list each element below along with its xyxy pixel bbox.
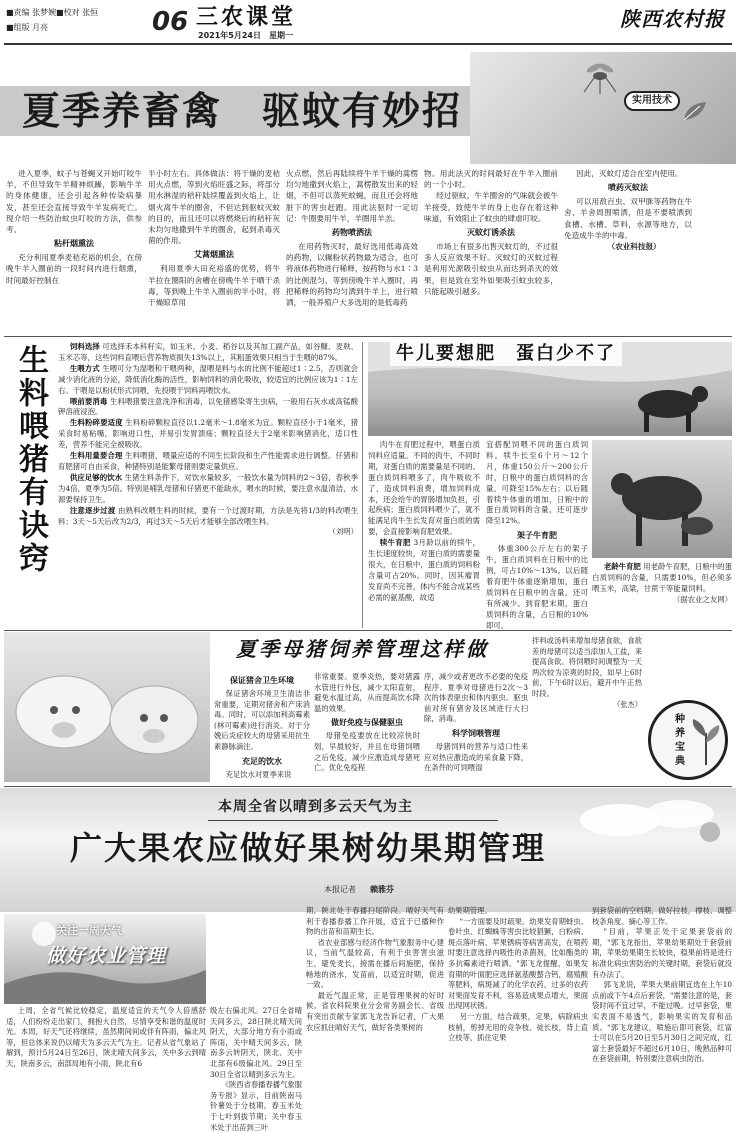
top-headline: 夏季养畜禽 驱蚊有妙招 (22, 89, 463, 133)
weather-badge-photo (4, 914, 206, 1004)
cattle-col-1: 肉牛在育肥过程中，喂蛋白质饲料应适量。不同的肉牛，不同时期，对蛋白质的需要量是不同的。蛋白质饲料喂多了，肉牛吸收不了，造成饲料浪费，增加饲料成本，还会给牛的胃肠增加负担，引起疾病；蛋白质饲料喂少了，就不能满足肉牛生长发育对蛋白质的需要，会直接影响育肥效果。 犊牛育肥 3月龄以前的犊牛，生长速度较快，对蛋白质的需要量很大，在日粮中，蛋白质的饲料粉含量可占20%。同时，因其瘤胃发育尚不完善，体内不能合成某些必需的氨基酸，故适 (368, 440, 480, 602)
top-col-5: 因此，灭蚊灯适合在室内使用。 喷药灭蚊法 可以用敌百虫、双甲脒等药物在牛舍、羊舍周围喷洒，但是不要喷洒到食槽、水槽、草料，水源等地方，以免造成牛羊的中毒。 （农业科技报） (564, 169, 692, 252)
issue-date: 2021年5月24日 星期一 (198, 31, 293, 40)
sow-col-4: 拌料或汤料来增加母猪食欲，食欲差的母猪可以适当添加人工盐，来提高食欲。将饲喂时间调整为一天两次较为凉爽的时段，如早上6时前，下午6时以后，避开中午正热时段。 （张杰） (532, 636, 642, 709)
pig-feed-body: 饲料选择 可选择禾本科籽实，如玉米、小麦、稻谷以及其加工副产品，如谷糠、麦麸、玉米芯等，这些饲料直喂后营养物质损失13%以上，其粗蛋效果只相当于生喂的87%。 生喂方式 生喂可分为湿喂和干喂两种，湿喂是料与水的比例不能超过1∶2.5，否则就会减少消化液的分泌，降低消化酶的活性，影响饲料的消化吸收，较适宜的比例应该为1∶1左右。干喂是以粉状形式饲喂，先投喂干饲料再喂饮水。 喂前要消毒 生料喂猪要注意洗净和消毒，以免猪感染寄生虫病，一般用石灰水或高锰酸钾溶液浸泡。 生料粉碎要适度 生料粉碎颗粒直径以1.2毫米～1.8毫米为宜。颗粒直径小于1毫米，猪采食时易粘嘴，影响进口性，并易引发胃溃疡；颗粒直径大于2毫米影响猪消化，适口性差，营养不能完全被吸收。 生料用量要合理 生料喂猪，喂量应适的不同生长阶段和生产性能需求进行调整。仔猪和育肥猪可自由采食，种猪特别是能繁母猪则要定量供应。 供应足够的饮水 生猪生料条件下，对饮水量较多，一般饮水量为饲料的2～3倍，春秋季为4倍，夏季为5倍。特别是哺乳母猪和仔猪更不能缺水，喂水的时候，要注意水温清洁，水源要保持卫生。 注意逐步过渡 由熟料改喂生料的时候，要有一个过渡时期，方法是先将1/3的料改喂生料；3天～5天后改为2/3，再过3天～5天后才能够全部改喂生料。 （刘明） (58, 342, 358, 537)
fruit-col-3: 期，陕北处于春播扫尾阶段。晴好天气有利于春播春播工作开展，适宜于已播种作物的出苗和苗期生长。 省农业部感与经济作物气象服务中心建议，当前气温较高，有利于虫害害虫滋生，避免麦长，接需在播后间施肥，保持畅地的浇水，发苗前，以适宜时期，促进一致。 最近气温正常，正是管理果树的好时候。省农科院果业分会常务副会长、省级有突出贡献专家郭飞龙告诉记者，广大果农应抓住晴好天气，做好各类果树的 (306, 906, 444, 1032)
sow-col-3: 序，减少或者更改不必要的免疫程序。夏季对母猪进行2次～3次的体表驱虫和体内驱虫。驱虫前对所有猪舍及区域进行大扫除，消毒。 科学饲喂管理 母猪饲料的营养与适口性来应对热应激造成的采食量下降，在条件的可饲喂湿 (424, 672, 528, 773)
page-number: 06 (152, 7, 189, 37)
top-col-3: 火点燃，然后再陆续将牛羊干燥的蒿楞均匀地撒到火焰上，蒿楞散发出来的轻烟，不但可以蒸死蚊蝇，而且还会将地脏下的害虫赶跑。用此法驱时一定切记：牛圈要用牛羊，羊圈用羊羔。 药物喷洒法 在用药物灭时，最好选用低毒高效的药物，以辗粉状药物最为适合，也可将液体药物进行稀释，按药物与水1∶3的比例混匀，等到傍晚牛羊入圈时，再把稀释的药物均匀洒到牛羊上，进行喷洒，一般养殖户大多选用的是低毒药 (286, 169, 418, 308)
fruit-kicker: 本周全省以晴到多云天气为主 (218, 799, 413, 815)
fruit-kicker-rule (208, 820, 498, 821)
pig-section-rule (362, 342, 363, 628)
mosquito-illustration (580, 60, 620, 96)
section-divider-3 (4, 786, 732, 787)
cattle-headline: 牛儿要想肥 蛋白少不了 (390, 342, 622, 366)
fruit-banner-sky (560, 790, 732, 850)
sow-headline: 夏季母猪饲养管理这样做 (236, 637, 489, 661)
cattle-col-3: 老龄牛育肥 用老龄牛育肥，日粮中的蛋白质饲料的含量，只需要10%，但必须多喂玉米，高粱，甘蔗干等能量饲料。 （据农业之友网） (592, 562, 732, 604)
top-col-2: 半小时左右。具体做法：将干燥的麦秸用火点燃，等到火焰旺盛之际，将部分用水淋湿的秸秆陆续覆盖到火焰上，让烟火离牛羊的圈舍，不但达到驱蚊灭蚊的目的，而且还可以将燃烧后的秸秆灰未均匀地撒到牛羊的圈舍，起到杀毒灭菌的作用。 艾蒿烟熏法 利用夏季大田充裕盛的优势，将牛羊拉在圈阳的舍槽在傍晚牛羊于晒干杀毒，等到晚上牛羊入圈前的半小时，将干燥晾草用 (148, 169, 280, 308)
fruit-byline-name: 赖雅芬 (370, 885, 394, 894)
badge-leaf-icon (682, 100, 708, 122)
pigs-photo (4, 632, 210, 782)
header-rule (4, 43, 732, 45)
pig-feed-vertical-title: 生料喂猪有诀窍 (13, 344, 48, 575)
editor-credit: ■责编 张梦婉 (6, 8, 57, 17)
section-divider-2 (4, 630, 732, 631)
top-col-1: 进入夏季，蚊子与苍蝇又开始叮咬牛羊，不但导致牛羊精神烦躁，影响牛羊的身体健康，还会引起各种传染病暴发，甚至还会直接导致牛羊发病死亡。现介绍一些防治蚊虫叮咬的方法，供参考。 粘杆烟熏法 充分利用夏季麦秸充裕的机会，在傍晚牛羊入圈前的一段时间内进行烟熏，时间最好控制在 (6, 169, 142, 285)
weather-badge-small: 关注一周天气 (56, 924, 122, 937)
section-title: 三农课堂 (196, 4, 297, 30)
proof-credit: ■校对 张恒 (56, 8, 99, 17)
section-divider-1 (4, 336, 732, 337)
fruit-byline-label: 本报记者 (324, 885, 356, 894)
fruit-col-2: 级左右偏北风。27日全省晴天间多云，28日陕北晴天间阴天，大部分地方有小雨或阵雨，关中晴天间多云，陕南多云转阴天，陕北、关中北部有6级偏北风。29日至30日全省以晴到多云为主。 《陕西省春播春播气象服务专报》显示，目前陕南马铃薯处于分枝期，春玉米处于七叶到拔节期；关中春玉米处于出苗到三叶 (210, 1006, 302, 1132)
planting-breeding-stamp: 种养宝典 (648, 700, 728, 780)
masthead-logo: 陕西农村报 (620, 7, 725, 31)
fruit-col-4: 幼果期管理。 "一方面要及时疏果。幼果发育期蚜虫、卷叶虫、红蜘蛛等害虫比较猖獗，白粉病、斑点落叶病、苹果锈病等病害高发，在喷药时要注意选择内吸性的杀菌剂，比如酯类的多抗霉素进行喷洒。"郭飞龙提醒，如果发育期的叶面肥应选择氨基酸螯合钙，腐殖酸等肥料，病斑减了的化学农药，过多的农药对果面发育不利，容易造成果点增大，果面出现网状锈。 另一方面，结合疏果，定果，病除病虫枝梢，剪掉无用的竞争枝、徒长枝，背上直立枝等，抓住定果 (448, 906, 588, 1043)
practical-tech-badge: 实用技术 (624, 91, 680, 111)
cattle-col-2: 宜搭配饲喂不同的蛋白质饲料。犊牛长至6个月～12个月，体重150公斤～200公斤时，日粮中的蛋白质饲料的含量，可降至15%左右；以后随着犊牛体重的增加，日粮中的蛋白质饲料的含量，还可逐步降至12%。 架子牛育肥 体重300公斤左右的架子牛，蛋白质饲料在日粮中的比例，可占10%～13%。以后随着育肥牛体重逐渐增加，蛋白质饲料在日粮中的含量，还可有所减少。到育肥末期，蛋白质饲料的含量，占日粮的10%即可。 (486, 440, 588, 630)
cow-calf-photo (592, 440, 732, 558)
layout-credit: ■组版 月亮 (6, 23, 49, 32)
fruit-headline: 广大果农应做好果树幼果期管理 (70, 829, 547, 867)
fruit-col-5: 到套袋前的空档期，做好拉枝，撑枝、调整枝条角度、摘心等工作。 "目前，苹果正处于定果套袋前的期，"郭飞龙指出，苹果幼果期处于套袋前期，苹果幼果期生长较快，稳果前将是进行标准化病虫害防治的关键时期，套袋后就没有办法了。 郭飞龙说，苹果大果前期宜选在上午10点前或下午4点后套袋，"需要注意的是，套袋时间不宜过早，不能过晚。过早套袋，果实表面不易透气，影响果实的发育和品质。"郭飞龙建议，喷施后即可套袋，红富士可以在5月20日至5月30日之间完成，红富士套袋最好不超过6月10日，晚熟品种可在套袋前期，特别要注意病虫防治。 (592, 906, 732, 1064)
fruit-col-1: 上周，全省气候比较稳定，温度适宜的天气令人倍感舒适，人们纷纷走出家门，拥抱大自然，尽情享受和谐的温度时光。本周，好天气还将继续，虽然期间间或伴有阵雨，偏北风等，但总体来说仍以晴天为多云天气为主。记者从省气象站了解到，预计5月24日至26日，陕北晴天间多云，关中多云到晴天，陕南多云，南部局地有小雨，陕北有6 (6, 1006, 206, 1068)
sow-col-2: 非常重要。夏季炎热，要对猪露水管进行外包，减少太阳直射，避免水温过高，从而提高饮水降温的效果。 做好免疫与保健驱虫 母猪免疫要放在比较凉快时划，早晨较好，并且在母猪饲喂之后免疫，减少应激造成母猪死亡。优化免疫程 (314, 672, 420, 773)
sow-col-1: 保证猪舍卫生环境 保证猪舍环境卫生清洁非常重要，定期对猪舍和产床消毒。同时，可以添加利高霉素(林可霉素)进行消炎。对于分娩后炎症较大的母猪采用抗生素静脉滴注。 充足的饮水 充足饮水对夏季来说 (214, 676, 310, 779)
weather-badge-big: 做好农业管理 (46, 945, 167, 967)
top-col-4: 物。用此法灭的时间最好在牛羊入圈前的一个小时。 经过驱蚊，牛羊圈舍的气味就会被牛羊接受，致使牛羊的身上也存在着这种味道，有效阻止了蚊虫的肆虐叮咬。 灭蚊灯诱杀法 市场上有很多出售灭蚊灯的，不过很多人反应效果不好。灭蚊灯的灭蚊过程是利用光源吸引蚊虫从而达到杀灭的效果，但是致在室外如果吸引蚊虫较多，只能起吸引越多。 (424, 169, 558, 296)
